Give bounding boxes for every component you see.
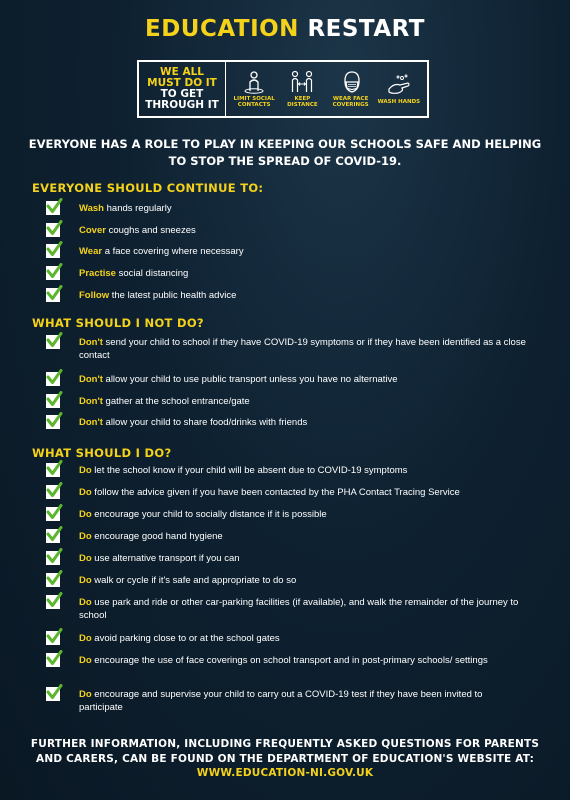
list-item-keyword: Do (79, 531, 92, 542)
list-item-text (79, 202, 172, 215)
wash-hands: WASH HANDS (375, 73, 423, 106)
list-item-keyword: Practise (79, 268, 116, 279)
list-item-body: social distancing (115, 268, 189, 279)
guidance-banner (137, 60, 429, 118)
list-item-body: walk or cycle if it's safe and appropriate to do so (91, 575, 297, 586)
list-item-body: a face covering where necessary (102, 246, 244, 257)
list-item (46, 486, 526, 499)
list-item-text (79, 596, 526, 622)
banner-slogan (139, 62, 226, 116)
list-item-keyword: Do (79, 553, 92, 564)
list-item-keyword: Do (79, 465, 92, 476)
list-item-keyword: Don't (79, 374, 103, 385)
list-item-keyword: Do (79, 509, 92, 520)
list-item (46, 336, 526, 362)
list-item (46, 245, 526, 258)
slogan-line-4: THROUGH IT (145, 99, 219, 111)
list-item (46, 688, 526, 714)
checkmark-icon (46, 463, 60, 477)
list-item-body: coughs and sneezes (105, 225, 196, 236)
list-item-text (79, 416, 307, 429)
face-covering-icon (338, 70, 364, 94)
list-item-body: follow the advice given if you have been contacted by the PHA Contact Tracing Service (91, 487, 460, 498)
checkmark-icon (46, 573, 60, 587)
checkmark-icon (46, 266, 60, 280)
list-item-text (79, 688, 526, 714)
list-item-keyword: Cover (79, 225, 106, 236)
checkmark-icon (46, 201, 60, 215)
slogan-line-2: MUST DO IT (147, 77, 217, 89)
list-item (46, 552, 526, 565)
list-item-body: use alternative transport if you can (91, 553, 240, 564)
footer-text: FURTHER INFORMATION, INCLUDING FREQUENTLY ASKED QUESTIONS FOR PARENTS AND CARERS, CAN BE FOUND ON THE DEPARTMENT OF EDUCATION'S WEBSITE AT: (30, 738, 540, 765)
list-item (46, 224, 526, 237)
list-item-keyword: Do (79, 689, 92, 700)
list-item-keyword: Wear (79, 246, 103, 257)
slogan-line-1: WE ALL (160, 66, 204, 78)
list-item-text (79, 654, 488, 667)
checkmark-icon (46, 335, 60, 349)
checkmark-icon (46, 551, 60, 565)
footer-info (30, 737, 540, 781)
limit-social-contacts-icon (241, 70, 267, 94)
list-item (46, 202, 526, 215)
list-item-text (79, 632, 280, 645)
list-item-keyword: Do (79, 597, 92, 608)
checkmark-icon (46, 485, 60, 499)
list-item (46, 654, 526, 667)
limit-social-contacts: LIMIT SOCIAL CONTACTS (230, 70, 278, 109)
list-item-body: encourage good hand hygiene (91, 531, 223, 542)
list-item-text (79, 336, 526, 362)
banner-icons (226, 62, 427, 116)
checkmark-icon (46, 223, 60, 237)
list-item-body: the latest public health advice (109, 290, 237, 301)
list-item-keyword: Do (79, 633, 92, 644)
intro-statement: EVERYONE HAS A ROLE TO PLAY IN KEEPING OUR SCHOOLS SAFE AND HELPING TO STOP THE SPREAD OF COVID-19. (28, 137, 542, 168)
list-item-text (79, 245, 244, 258)
checkmark-icon (46, 529, 60, 543)
list-item (46, 464, 526, 477)
list-item-text (79, 508, 327, 521)
keep-distance: KEEP DISTANCE (278, 70, 326, 109)
list-item (46, 395, 526, 408)
list-item-body: avoid parking close to or at the school gates (91, 633, 280, 644)
list-item (46, 596, 526, 622)
page-title (0, 16, 570, 42)
list-item-keyword: Wash (79, 203, 104, 214)
list-item-body: let the school know if your child will be absent due to COVID-19 symptoms (91, 465, 408, 476)
checkmark-icon (46, 288, 60, 302)
list-item-body: use park and ride or other car-parking facilities (if available), and walk the remainder of the journey to school (79, 597, 519, 621)
list-item-text (79, 373, 398, 386)
section-heading-do-not: WHAT SHOULD I NOT DO? (32, 316, 204, 330)
list-item-keyword: Don't (79, 396, 103, 407)
section-heading-do: WHAT SHOULD I DO? (32, 446, 172, 460)
keep-distance-icon (289, 70, 315, 94)
checkmark-icon (46, 595, 60, 609)
list-item-text (79, 395, 250, 408)
list-item-body: gather at the school entrance/gate (102, 396, 250, 407)
list-item (46, 289, 526, 302)
list-item-text (79, 552, 240, 565)
list-item-text (79, 267, 188, 280)
list-item-text (79, 289, 236, 302)
list-item (46, 574, 526, 587)
list-item-text (79, 464, 407, 477)
list-item-body: allow your child to use public transport unless you have no alternative (102, 374, 398, 385)
wash-hands-icon (386, 73, 412, 97)
list-item-keyword: Do (79, 655, 92, 666)
wear-face-coverings: WEAR FACE COVERINGS (327, 70, 375, 109)
list-item-keyword: Do (79, 487, 92, 498)
list-item-keyword: Follow (79, 290, 110, 301)
list-item-body: encourage the use of face coverings on school transport and in post-primary schools/ settings (91, 655, 488, 666)
list-item (46, 416, 526, 429)
list-item-body: send your child to school if they have COVID-19 symptoms or if they have been identified as a close contact (79, 337, 526, 361)
title-restart: RESTART (307, 16, 425, 42)
section-heading-continue: EVERYONE SHOULD CONTINUE TO: (32, 181, 264, 195)
checkmark-icon (46, 244, 60, 258)
list-item-body: allow your child to share food/drinks with friends (102, 417, 308, 428)
checkmark-icon (46, 415, 60, 429)
list-item-keyword: Do (79, 575, 92, 586)
list-item-keyword: Don't (79, 417, 103, 428)
title-education: EDUCATION (145, 16, 299, 42)
checkmark-icon (46, 372, 60, 386)
footer-website-link[interactable]: WWW.EDUCATION-NI.GOV.UK (196, 767, 374, 779)
list-item-text (79, 574, 296, 587)
slogan-line-3: TO GET (160, 88, 204, 100)
list-item-text (79, 530, 223, 543)
checkmark-icon (46, 653, 60, 667)
list-item-body: hands regularly (103, 203, 172, 214)
checkmark-icon (46, 394, 60, 408)
list-item (46, 267, 526, 280)
list-item-text (79, 486, 460, 499)
list-item (46, 508, 526, 521)
list-item-text (79, 224, 196, 237)
list-item (46, 530, 526, 543)
list-item (46, 373, 526, 386)
list-item-body: encourage and supervise your child to carry out a COVID-19 test if they have been invited to participate (79, 689, 483, 713)
checkmark-icon (46, 507, 60, 521)
checkmark-icon (46, 631, 60, 645)
list-item (46, 632, 526, 645)
list-item-keyword: Don't (79, 337, 103, 348)
checkmark-icon (46, 687, 60, 701)
list-item-body: encourage your child to socially distance if it is possible (91, 509, 327, 520)
